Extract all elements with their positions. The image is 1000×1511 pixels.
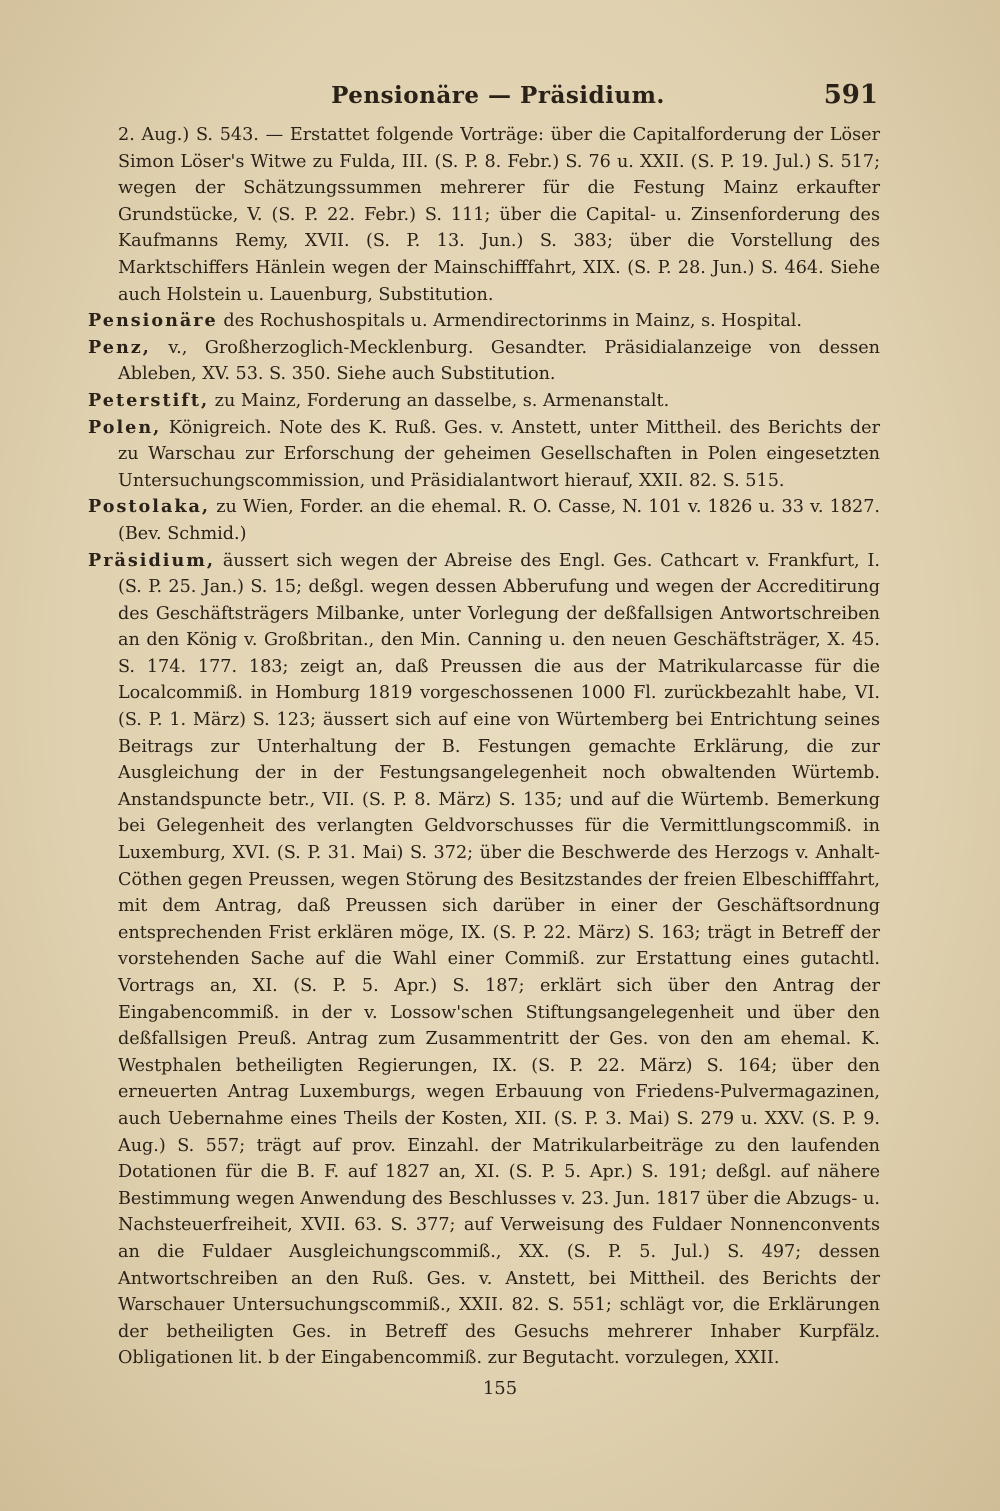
entry-text: zu Wien, Forder. an die ehemal. R. O. Casse, N. 101 v. 1826 u. 33 v. 1827. (Bev. Schmid.) xyxy=(118,497,880,544)
entry-lemma: Pensionäre xyxy=(88,310,218,332)
index-entry xyxy=(88,388,880,415)
index-entry xyxy=(88,335,880,388)
entry-lemma: Präsidium, xyxy=(88,549,216,571)
index-entry xyxy=(88,494,880,547)
index-entry xyxy=(88,308,880,335)
entry-text: des Rochushospitals u. Armendirectorinms in Mainz, s. Hospital. xyxy=(223,311,802,332)
page-number: 591 xyxy=(823,80,878,110)
signature-mark: 155 xyxy=(482,1378,518,1399)
entry-lemma: Polen, xyxy=(88,416,162,438)
index-entry xyxy=(88,548,880,1372)
entry-text: 2. Aug.) S. 543. — Erstattet folgende Vorträge: über die Capitalforderung der Löser Simon Löser's Witwe zu Fulda, III. (S. P. 8. Febr.) S. 76 u. XXII. (S. P. 19. Jul.) S. 517; wegen der Schätzungssummen mehrerer für die Festung Mainz erkaufter Grundstücke, V. (S. P. 22. Febr.) S. 111; über die Capital- u. Zinsenforderung des Kaufmanns Remy, XVII. (S. P. 13. Jun.) S. 383; über die Vorstellung des Marktschiffers Hänlein wegen der Mainschifffahrt, XIX. (S. P. 28. Jun.) S. 464. Siehe auch Holstein u. Lauenburg, Substitution. xyxy=(118,125,880,305)
entry-text: Königreich. Note des K. Ruß. Ges. v. Anstett, unter Mittheil. des Berichts der zu Warschau zur Erforschung der geheimen Gesellschaften in Polen eingesetzten Untersuchungscommission, und Präsidialantwort hierauf, XXII. 82. S. 515. xyxy=(118,417,881,491)
index-entry xyxy=(88,415,880,495)
entry-lemma: Penz, xyxy=(88,336,151,358)
entry-lemma: Peterstift, xyxy=(88,389,210,411)
index-body xyxy=(88,122,880,1372)
index-entry-continuation xyxy=(88,122,880,308)
running-title: Pensionäre — Präsidium. xyxy=(331,82,665,109)
entry-lemma: Postolaka, xyxy=(88,496,211,518)
entry-text: zu Mainz, Forderung an dasselbe, s. Armenanstalt. xyxy=(214,390,670,411)
entry-text: äussert sich wegen der Abreise des Engl. Ges. Cathcart v. Frankfurt, I. (S. P. 25. Jan.) S. 15; deßgl. wegen dessen Abberufung und wegen der Accreditirung des Geschäftsträgers Milbanke, unter Vorlegung der deßfallsigen Antwortschreiben an den König v. Großbritan., den Min. Canning u. den neuen Geschäftsträger, X. 45. S. 174. 177. 183; zeigt an, daß Preussen die aus der Matrikularcasse für die Localcommiß. in Homburg 1819 vorgeschossenen 1000 Fl. zurückbezahlt habe, VI. (S. P. 1. März) S. 123; äussert sich auf eine von Würtemberg bei Entrichtung seines Beitrags zur Unterhaltung der B. Festungen gemachte Erklärung, die zur Ausgleichung der in der Festungsangelegenheit noch obwaltenden Würtemb. Anstandspuncte betr., VII. (S. P. 8. März) S. 135; und auf die Würtemb. Bemerkung bei Gelegenheit des verlangten Geldvorschusses für die Vermittlungscommiß. in Luxemburg, XVI. (S. P. 31. Mai) S. 372; über die Beschwerde des Herzogs v. Anhalt-Cöthen gegen Preussen, wegen Störung des Besitzstandes der freien Elbeschifffahrt, mit dem Antrag, daß Preussen sich darüber in einer der Geschäftsordnung entsprechenden Frist erklären möge, IX. (S. P. 22. März) S. 163; trägt in Betreff der vorstehenden Sache auf die Wahl einer Commiß. zur Erstattung eines gutachtl. Vortrags an, XI. (S. P. 5. Apr.) S. 187; erklärt sich über den Antrag der Eingabencommiß. in der v. Lossow'schen Stiftungsangelegenheit und über den deßfallsigen Preuß. Antrag zum Zusammentritt der Ges. von den am ehemal. K. Westphalen betheiligten Regierungen, IX. (S. P. 22. März) S. 164; über den erneuerten Antrag Luxemburgs, wegen Erbauung von Friedens-Pulvermagazinen, auch Uebernahme eines Theils der Kosten, XII. (S. P. 3. Mai) S. 279 u. XXV. (S. P. 9. Aug.) S. 557; trägt auf prov. Einzahl. der Matrikularbeiträge zu den laufenden Dotationen für die B. F. auf 1827 an, XI. (S. P. 5. Apr.) S. 191; deßgl. auf nähere Bestimmung wegen Anwendung des Beschlusses v. 23. Jun. 1817 über die Abzugs- u. Nachsteuerfreiheit, XVII. 63. S. 377; auf Verweisung des Fuldaer Nonnenconvents an die Fuldaer Ausgleichungscommiß., XX. (S. P. 5. Jul.) S. 497; dessen Antwortschreiben an den Ruß. Ges. v. Anstett, bei Mittheil. des Berichts der Warschauer Untersuchungscommiß., XXII. 82. S. 551; schlägt vor, die Erklärungen der betheiligten Ges. in Betreff des Gesuchs mehrerer Inhaber Kurpfälz. Obligationen lit. b der Eingabencommiß. zur Begutacht. vorzulegen, XXII. xyxy=(118,550,881,1369)
entry-text: v., Großherzoglich-Mecklenburg. Gesandter. Präsidialanzeige von dessen Ableben, XV. 53. S. 350. Siehe auch Substitution. xyxy=(118,337,880,385)
page-header xyxy=(118,82,878,118)
